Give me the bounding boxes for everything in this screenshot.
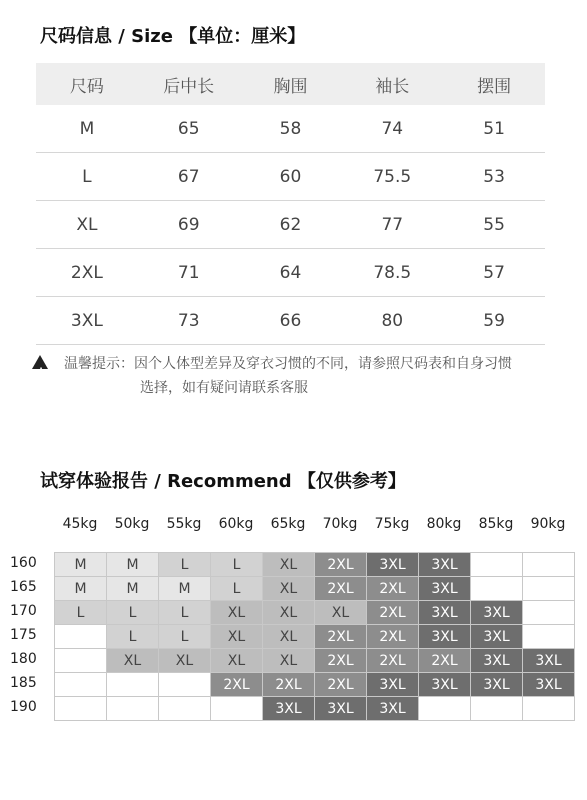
grid-cell: XL <box>263 601 315 625</box>
grid-cell <box>471 697 523 721</box>
weight-label: 90kg <box>530 516 566 532</box>
grid-cell: 3XL <box>367 697 419 721</box>
weight-label: 70kg <box>322 516 358 532</box>
grid-cell: M <box>107 553 159 577</box>
grid-cell: 3XL <box>471 649 523 673</box>
size-table-cell: 60 <box>240 153 342 201</box>
grid-cell: XL <box>107 649 159 673</box>
grid-cell <box>419 697 471 721</box>
size-table-cell: 57 <box>443 249 545 297</box>
size-table-cell: 71 <box>138 249 240 297</box>
height-label: 175 <box>10 627 37 643</box>
grid-cell: 2XL <box>263 673 315 697</box>
size-table-cell: 80 <box>341 297 443 345</box>
grid-cell: 3XL <box>419 553 471 577</box>
grid-cell: 2XL <box>315 625 367 649</box>
grid-cell: 3XL <box>315 697 367 721</box>
grid-cell: 3XL <box>367 673 419 697</box>
grid-cell: 2XL <box>367 577 419 601</box>
grid-cell: 2XL <box>315 577 367 601</box>
grid-cell: L <box>107 625 159 649</box>
size-section-title: 尺码信息 / Size 【单位：厘米】 <box>40 26 306 47</box>
size-table-header-cell: 袖长 <box>341 63 443 105</box>
grid-cell: 3XL <box>419 577 471 601</box>
weight-label: 55kg <box>166 516 202 532</box>
size-table-cell: 58 <box>240 105 342 153</box>
grid-row <box>55 553 575 577</box>
grid-row <box>55 649 575 673</box>
size-table-cell: 2XL <box>36 249 138 297</box>
size-table-cell: 75.5 <box>341 153 443 201</box>
grid-cell: 3XL <box>523 649 575 673</box>
size-table-header-row <box>36 63 545 105</box>
weight-label: 45kg <box>62 516 98 532</box>
grid-cell <box>523 625 575 649</box>
grid-cell: 3XL <box>471 601 523 625</box>
size-table-cell: XL <box>36 201 138 249</box>
grid-cell: 2XL <box>315 553 367 577</box>
grid-cell: XL <box>211 625 263 649</box>
grid-cell: 3XL <box>419 673 471 697</box>
grid-cell: M <box>159 577 211 601</box>
grid-cell <box>107 673 159 697</box>
grid-cell: 3XL <box>471 625 523 649</box>
grid-cell: L <box>159 553 211 577</box>
size-table-header-cell: 后中长 <box>138 63 240 105</box>
size-table-cell: 78.5 <box>341 249 443 297</box>
grid-cell: XL <box>159 649 211 673</box>
grid-cell <box>471 553 523 577</box>
size-table-cell: L <box>36 153 138 201</box>
size-table-cell: 59 <box>443 297 545 345</box>
size-table-cell: 51 <box>443 105 545 153</box>
size-table-cell: 73 <box>138 297 240 345</box>
size-table-cell: M <box>36 105 138 153</box>
grid-cell: XL <box>211 601 263 625</box>
grid-cell: L <box>159 601 211 625</box>
grid-row <box>55 601 575 625</box>
grid-row <box>55 625 575 649</box>
grid-cell: 2XL <box>419 649 471 673</box>
grid-cell: L <box>107 601 159 625</box>
height-label: 160 <box>10 555 37 571</box>
grid-row <box>55 577 575 601</box>
note-line-1: 温馨提示：因个人体型差异及穿衣习惯的不同，请参照尺码表和自身习惯 <box>64 356 512 372</box>
grid-cell: M <box>55 553 107 577</box>
grid-cell <box>523 697 575 721</box>
grid-cell: 3XL <box>419 601 471 625</box>
height-label: 180 <box>10 651 37 667</box>
grid-cell <box>55 673 107 697</box>
weight-label: 80kg <box>426 516 462 532</box>
weight-label: 75kg <box>374 516 410 532</box>
grid-cell <box>523 601 575 625</box>
size-table-cell: 77 <box>341 201 443 249</box>
recommend-section-title: 试穿体验报告 / Recommend 【仅供参考】 <box>40 471 406 492</box>
grid-cell: L <box>159 625 211 649</box>
size-table-header-cell: 尺码 <box>36 63 138 105</box>
grid-cell <box>211 697 263 721</box>
grid-cell <box>55 649 107 673</box>
grid-cell: 3XL <box>523 673 575 697</box>
grid-cell: XL <box>263 625 315 649</box>
grid-row <box>55 673 575 697</box>
note-line-2: 选择，如有疑问请联系客服 <box>140 380 308 396</box>
grid-cell: 2XL <box>367 601 419 625</box>
size-table-row <box>36 153 545 201</box>
height-label: 185 <box>10 675 37 691</box>
grid-cell: XL <box>315 601 367 625</box>
size-table-cell: 74 <box>341 105 443 153</box>
weight-label: 60kg <box>218 516 254 532</box>
size-table-cell: 55 <box>443 201 545 249</box>
grid-cell: 2XL <box>315 673 367 697</box>
grid-cell <box>523 577 575 601</box>
size-table-cell: 66 <box>240 297 342 345</box>
grid-cell <box>159 673 211 697</box>
size-table-header-cell: 摆围 <box>443 63 545 105</box>
size-table-header-cell: 胸围 <box>240 63 342 105</box>
warning-icon: ! <box>32 355 48 369</box>
size-chart-table <box>36 63 545 345</box>
grid-cell <box>523 553 575 577</box>
grid-cell <box>471 577 523 601</box>
size-table-row <box>36 297 545 345</box>
weight-label: 50kg <box>114 516 150 532</box>
grid-cell: L <box>211 577 263 601</box>
size-table-cell: 65 <box>138 105 240 153</box>
size-table-cell: 64 <box>240 249 342 297</box>
height-label: 165 <box>10 579 37 595</box>
grid-cell: XL <box>263 577 315 601</box>
grid-cell: 3XL <box>471 673 523 697</box>
grid-cell: M <box>55 577 107 601</box>
size-table-cell: 67 <box>138 153 240 201</box>
weight-header-row <box>54 516 574 540</box>
size-table-cell: 3XL <box>36 297 138 345</box>
size-table-row <box>36 201 545 249</box>
size-table-cell: 62 <box>240 201 342 249</box>
grid-cell: 3XL <box>263 697 315 721</box>
grid-cell: L <box>55 601 107 625</box>
size-table-row <box>36 105 545 153</box>
weight-label: 65kg <box>270 516 306 532</box>
grid-cell: L <box>211 553 263 577</box>
grid-cell <box>107 697 159 721</box>
size-table-cell: 53 <box>443 153 545 201</box>
grid-cell: 2XL <box>367 649 419 673</box>
grid-cell: XL <box>263 553 315 577</box>
grid-cell <box>55 697 107 721</box>
height-label: 190 <box>10 699 37 715</box>
grid-cell: 3XL <box>367 553 419 577</box>
grid-row <box>55 697 575 721</box>
recommend-grid <box>54 552 575 721</box>
size-table-row <box>36 249 545 297</box>
grid-cell: 2XL <box>211 673 263 697</box>
size-table-cell: 69 <box>138 201 240 249</box>
grid-cell: XL <box>211 649 263 673</box>
grid-cell: 3XL <box>419 625 471 649</box>
grid-cell: 2XL <box>367 625 419 649</box>
weight-label: 85kg <box>478 516 514 532</box>
grid-cell <box>55 625 107 649</box>
grid-cell: M <box>107 577 159 601</box>
grid-cell <box>159 697 211 721</box>
height-label: 170 <box>10 603 37 619</box>
grid-cell: XL <box>263 649 315 673</box>
grid-cell: 2XL <box>315 649 367 673</box>
